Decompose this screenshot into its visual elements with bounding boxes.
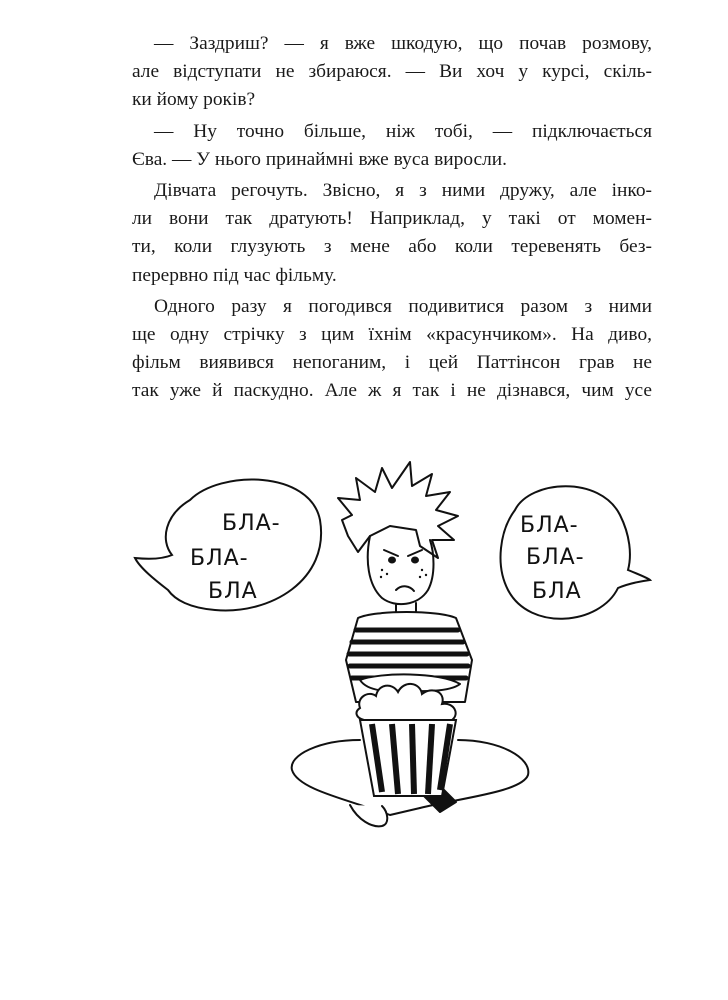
freckles [380, 569, 427, 578]
text-line: Одного разу я погодився подивитися разом з ними [154, 295, 652, 317]
text-line: ли вони так дратують! Наприклад, у такі от момен- [132, 208, 652, 230]
text-line: — Заздриш? — я вже шкодую, що почав розмову, [154, 33, 652, 54]
text-line: ки йому років? [132, 89, 256, 111]
paragraph [132, 177, 652, 290]
paragraph [132, 118, 652, 174]
text-line: Дівчата регочуть. Звісно, я з ними дружу, але інко- [154, 180, 652, 202]
boy-with-popcorn-illustration [120, 440, 660, 840]
paragraph [132, 293, 652, 406]
text-line: ти, коли глузують з мене або коли теревенять без- [132, 236, 652, 258]
right-speech-bubble [501, 486, 650, 618]
text-line: фільм виявився непоганим, і цей Паттінсон грав не [132, 352, 652, 374]
right-bubble-line: БЛА- [526, 545, 585, 570]
text-line: Єва. — У нього принаймні вже вуса виросли. [132, 148, 508, 170]
text-line: так уже й паскудно. Але ж я так і не дізнався, чим усе [132, 380, 652, 402]
right-bubble-line: БЛА- [520, 513, 579, 538]
left-bubble-line: БЛА [208, 579, 258, 604]
text-line: ще одну стрічку з цим їхнім «красунчиком». На диво, [132, 324, 652, 346]
left-bubble-line: БЛА- [190, 546, 249, 571]
left-speech-bubble [135, 480, 321, 611]
paragraph [132, 30, 652, 115]
text-line: — Ну точно більше, ніж тобі, — підключається [154, 120, 652, 142]
text-line: перервно під час фільму. [132, 264, 337, 286]
right-bubble-line: БЛА [532, 579, 582, 604]
spiky-hair [338, 462, 458, 558]
popcorn-bucket [357, 684, 456, 796]
body-text [132, 30, 652, 406]
left-bubble-line: БЛА- [222, 511, 281, 536]
text-line: але відступати не збираюся. — Ви хоч у курсі, скіль- [132, 61, 652, 83]
